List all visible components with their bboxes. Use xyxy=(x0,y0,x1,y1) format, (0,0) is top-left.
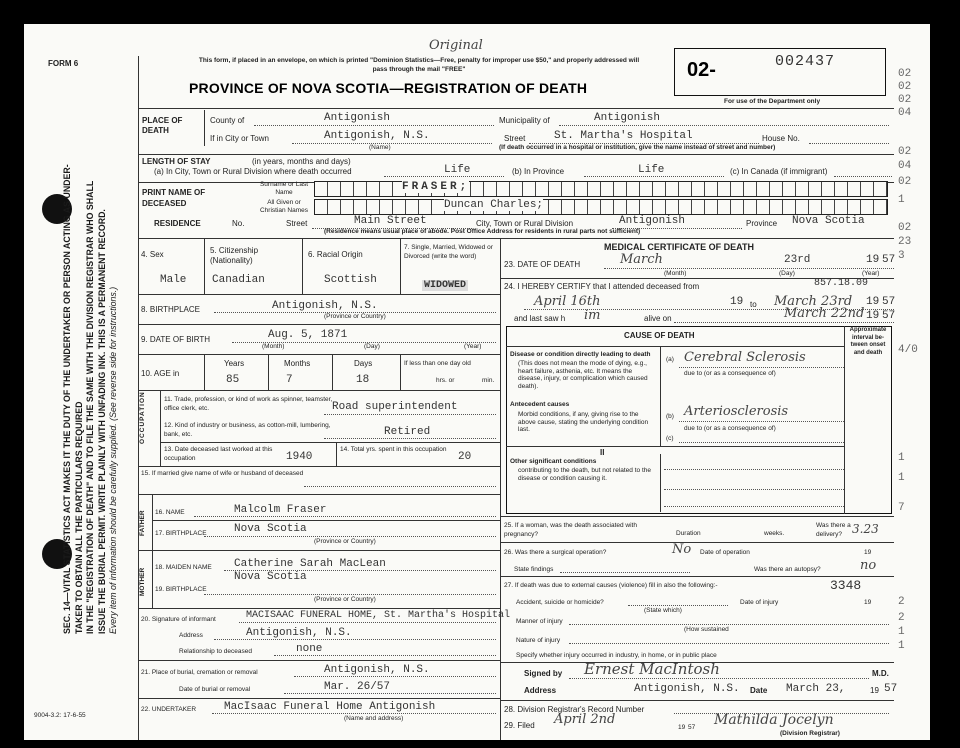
cause-title: CAUSE OF DEATH xyxy=(624,331,695,340)
last-worked-label: 13. Date deceased last worked at this occupation xyxy=(164,446,273,462)
cause-b-value: Arteriosclerosis xyxy=(684,404,789,419)
margin-code: 1 xyxy=(898,626,905,638)
attended-note: 857.18.09 xyxy=(814,278,869,289)
age-months-label: Months xyxy=(284,359,311,368)
operation-19: 19 xyxy=(864,549,872,556)
filed-label: 29. Filed xyxy=(504,721,535,730)
informant-address-label: Address xyxy=(179,632,203,639)
margin-code: 02 xyxy=(898,176,912,188)
death-month-value: March xyxy=(620,252,663,267)
other-conditions-note: contributing to the death, but not related to the disease or condition causing it. xyxy=(518,467,651,482)
side-instructions: SEC. 14—VITAL STATISTICS ACT MAKES IT THE DUTY OF THE UNDERTAKER OR PERSON ACTING AS UNDER- TAKER TO OBTAIN ALL THE PARTICULARS REQUIRED IN THE "REGISTRATION OF DEATH" AND TO FILE THE SAME WITH THE DIVISION REGISTRAR WHO SHALL ISSUE THE BURIAL PERMIT. WRITE PLAINLY WITH UNFADING INK. THIS IS A PERMANENT RECORD. Every item of information should be carefully supplied. (See reverse side for instructions.) xyxy=(62,164,118,634)
attended-to-year: 57 xyxy=(882,296,896,308)
nature-label: Nature of injury xyxy=(516,637,561,644)
racial-origin-value: Scottish xyxy=(324,274,377,286)
antecedent-note: Morbid conditions, if any, giving rise to the above cause, stating the underlying condition last. xyxy=(518,411,649,434)
birthplace-sub: (Province or Country) xyxy=(324,313,386,320)
death-year-value: 57 xyxy=(882,254,896,266)
attended-to-value: March 23rd xyxy=(774,294,853,309)
margin-code: 04 xyxy=(898,107,912,119)
md-label: M.D. xyxy=(872,669,889,678)
age-days-value: 18 xyxy=(356,374,370,386)
citizenship-value: Canadian xyxy=(212,274,265,286)
death-year-prefix: 19 xyxy=(866,254,880,266)
age-months-value: 7 xyxy=(286,374,293,386)
stay-city-value: Life xyxy=(444,164,471,176)
death-year-sub: (Year) xyxy=(862,270,880,277)
given-names-label: All Given or Christian Names xyxy=(259,199,309,214)
surname-value: FRASER; xyxy=(402,181,470,193)
given-names-value: Duncan Charles; xyxy=(444,199,544,211)
attended-label: 24. I HEREBY CERTIFY that I attended deceased from xyxy=(504,282,700,291)
autopsy-value: no xyxy=(860,558,877,573)
hospital-note: (If death occurred in a hospital or institution, give the name instead of street and number) xyxy=(499,144,776,151)
mother-side-label: MOTHER xyxy=(139,567,146,596)
sex-value: Male xyxy=(160,274,187,286)
medical-certificate-title: MEDICAL CERTIFICATE OF DEATH xyxy=(604,242,754,252)
residence-note: (Residence means usual place of abode. Post Office Address for residents in rural parts not sufficient) xyxy=(324,228,641,235)
last-saw-mark: im xyxy=(584,308,601,323)
part-ii-label: II xyxy=(600,448,605,457)
residence-label: RESIDENCE xyxy=(154,219,201,228)
mother-maiden-value: Catherine Sarah MacLean xyxy=(234,558,386,570)
municipality-label: Municipality of xyxy=(499,116,550,125)
cause-c-label: (c) xyxy=(666,435,674,442)
original-stamp: Original xyxy=(429,38,483,53)
form-title: PROVINCE OF NOVA SCOTIA—REGISTRATION OF DEATH xyxy=(189,80,588,96)
res-province-value: Nova Scotia xyxy=(792,215,865,227)
mother-birthplace-sub: (Province or Country) xyxy=(314,596,376,603)
spouse-label: 15. If married give name of wife or husband of deceased xyxy=(141,470,304,477)
burial-date-value: Mar. 26/57 xyxy=(324,681,391,693)
s1-label: PLACE OF DEATH xyxy=(142,116,183,135)
dept-use-label: For use of the Department only xyxy=(724,98,821,105)
date-of-death-label: 23. DATE OF DEATH xyxy=(504,260,581,269)
filed-value: April 2nd xyxy=(554,712,616,727)
racial-origin-label: 6. Racial Origin xyxy=(308,250,363,259)
county-label: County of xyxy=(210,116,245,125)
margin-code: 02 xyxy=(898,81,912,93)
alive-19: 19 xyxy=(866,310,880,322)
margin-code: 4/0 xyxy=(898,344,918,356)
informant-value: MACISAAC FUNERAL HOME, St. Martha's Hospital xyxy=(246,610,511,621)
alive-year: 57 xyxy=(882,310,896,322)
margin-code: 7 xyxy=(898,502,905,514)
operation-date-label: Date of operation xyxy=(700,549,750,556)
relationship-label: Relationship to deceased xyxy=(179,648,252,655)
interval-title: Approximate interval be- tween onset and death xyxy=(849,327,887,356)
manner-label: Manner of injury xyxy=(516,618,563,625)
res-city-label: City, Town or Rural Division xyxy=(476,219,574,228)
father-side-label: FATHER xyxy=(139,510,146,536)
filed-year: 57 xyxy=(688,724,696,731)
undertaker-label: 22. UNDERTAKER xyxy=(141,706,197,713)
death-day-value: 23rd xyxy=(784,254,811,266)
undertaker-value: MacIsaac Funeral Home Antigonish xyxy=(224,701,436,713)
injury-date-label: Date of injury xyxy=(740,599,779,606)
surgery-value: No xyxy=(672,542,692,557)
specify-label: Specify whether injury occurred in industry, in home, or in public place xyxy=(516,652,717,659)
burial-label: 21. Place of burial, cremation or removal xyxy=(141,669,258,676)
birthplace-value: Antigonish, N.S. xyxy=(272,300,378,312)
margin-code: 02 xyxy=(898,94,912,106)
trade-label: 11. Trade, profession, or kind of work as spinner, teamster, office clerk, etc. xyxy=(164,396,333,412)
death-month-sub: (Month) xyxy=(664,270,687,277)
weeks-label: weeks. xyxy=(764,530,785,537)
cert-date-year: 57 xyxy=(884,683,898,695)
surname-label: Surname or Last Name xyxy=(259,181,309,196)
surname-boxes xyxy=(314,181,888,197)
margin-code: 1 xyxy=(898,452,905,464)
state-which-label: (State which) xyxy=(644,607,682,614)
age-label: 10. AGE in xyxy=(141,369,180,378)
mother-maiden-label: 18. MAIDEN NAME xyxy=(155,564,212,571)
res-city-value: Antigonish xyxy=(619,215,686,227)
attended-from-19: 19 xyxy=(730,296,744,308)
city-label: If in City or Town xyxy=(210,134,269,143)
dob-day-sub: (Day) xyxy=(364,343,380,350)
age-years-value: 85 xyxy=(226,374,240,386)
margin-code: 2 xyxy=(898,612,905,624)
county-value: Antigonish xyxy=(324,112,391,124)
delivery-label: Was there a delivery? xyxy=(816,522,851,538)
filed-19: 19 xyxy=(678,724,686,731)
house-no-label: House No. xyxy=(762,134,800,143)
industry-value: Retired xyxy=(384,426,431,438)
mail-note: This form, if placed in an envelope, on which is printed "Dominion Statistics—Free, penalty for improper use $50," and properly addressed will pass through the mail "FREE" xyxy=(198,57,640,73)
record-number-label: 28. Division Registrar's Record Number xyxy=(504,705,645,714)
accident-label: Accident, suicide or homicide? xyxy=(516,599,604,606)
division-registrar-label: (Division Registrar) xyxy=(780,730,840,737)
reg-prefix: 02- xyxy=(687,59,716,81)
margin-code: 1 xyxy=(898,472,905,484)
cert-date-label: Date xyxy=(750,686,768,695)
age-years-label: Years xyxy=(224,359,245,368)
burial-date-label: Date of burial or removal xyxy=(179,686,251,693)
attended-to-19: 19 xyxy=(866,296,880,308)
margin-code: 1 xyxy=(898,194,905,206)
father-birthplace-value: Nova Scotia xyxy=(234,523,307,535)
marital-value: WIDOWED xyxy=(424,280,467,291)
lt-one-day-label: If less than one day old xyxy=(404,360,471,367)
father-birthplace-sub: (Province or Country) xyxy=(314,538,376,545)
s3-label: PRINT NAME OF DECEASED xyxy=(142,188,206,208)
industry-label: 12. Kind of industry or business, as cotton-mill, lumbering, bank, etc. xyxy=(164,422,331,438)
dob-value: Aug. 5, 1871 xyxy=(268,329,348,341)
cert-date-19: 19 xyxy=(870,686,879,695)
death-day-sub: (Day) xyxy=(779,270,795,277)
dob-year-sub: (Year) xyxy=(464,343,482,350)
cause-b-label: (b) xyxy=(666,413,674,420)
margin-code: 2 xyxy=(898,596,905,608)
other-conditions-label: Other significant conditions xyxy=(510,458,597,465)
birthplace-label: 8. BIRTHPLACE xyxy=(141,305,200,314)
father-name-value: Malcolm Fraser xyxy=(234,504,327,516)
cert-date-value: March 23, xyxy=(786,683,846,695)
reg-number: 002437 xyxy=(775,53,836,70)
duration-label: Duration xyxy=(676,530,701,537)
cause-a-label: (a) xyxy=(666,356,674,363)
due-to-b-label: due to (or as a consequence of) xyxy=(684,425,776,432)
min-label: min. xyxy=(482,377,495,384)
margin-code: 3 xyxy=(898,250,905,262)
last-worked-value: 1940 xyxy=(286,451,313,463)
hrs-label: hrs. or xyxy=(436,377,455,384)
total-years-label: 14. Total yrs. spent in this occupation xyxy=(340,446,447,453)
attended-from-value: April 16th xyxy=(534,294,601,309)
res-street-label: Street xyxy=(286,219,308,228)
trade-value: Road superintendent xyxy=(332,401,458,413)
doctor-address-label: Address xyxy=(524,686,557,695)
registration-number-box xyxy=(674,48,886,96)
given-names-boxes xyxy=(314,199,888,215)
direct-cause-note: (This does not mean the mode of dying, e.g., heart failure, asthenia, etc. It means the disease, injury, or complication which caused death). xyxy=(518,360,648,390)
attended-to-label: to xyxy=(750,300,757,309)
res-no-label: No. xyxy=(232,219,245,228)
margin-code: 02 xyxy=(898,68,912,80)
informant-address-value: Antigonish, N.S. xyxy=(246,627,352,639)
res-province-label: Province xyxy=(746,219,778,228)
state-findings-label: State findings xyxy=(514,566,554,573)
burial-value: Antigonish, N.S. xyxy=(324,664,430,676)
father-birthplace-label: 17. BIRTHPLACE xyxy=(155,530,207,537)
registrar-signature: Mathilda Jocelyn xyxy=(714,712,834,728)
antecedent-label: Antecedent causes xyxy=(510,401,570,408)
external-causes-label: 27. If death was due to external causes (violence) fill in also the following:- xyxy=(504,582,718,589)
margin-code: 02 xyxy=(898,222,912,234)
dob-month-sub: (Month) xyxy=(262,343,285,350)
municipality-value: Antigonish xyxy=(594,112,661,124)
age-days-label: Days xyxy=(354,359,373,368)
father-name-label: 16. NAME xyxy=(155,509,185,516)
mother-birthplace-value: Nova Scotia xyxy=(234,571,307,583)
doctor-address-value: Antigonish, N.S. xyxy=(634,683,740,695)
city-value: Antigonish, N.S. xyxy=(324,130,430,142)
form-number: FORM 6 xyxy=(48,59,79,68)
mother-birthplace-label: 19. BIRTHPLACE xyxy=(155,586,207,593)
death-registration-form xyxy=(24,24,930,740)
alive-on-value: March 22nd xyxy=(784,306,865,321)
informant-label: 20. Signature of informant xyxy=(141,616,216,623)
street-label: Street xyxy=(504,134,526,143)
pregnancy-label: 25. If a woman, was the death associated with pregnancy? xyxy=(504,522,637,538)
stay-province-value: Life xyxy=(638,164,665,176)
hospital-value: St. Martha's Hospital xyxy=(554,130,693,142)
surgery-label: 26. Was there a surgical operation? xyxy=(504,549,607,556)
external-code: 3348 xyxy=(830,578,862,593)
city-name-sub: (Name) xyxy=(369,144,391,151)
dob-label: 9. DATE OF BIRTH xyxy=(141,335,211,344)
s2-label: LENGTH OF STAY xyxy=(142,157,211,166)
margin-code: 02 xyxy=(898,146,912,158)
autopsy-label: Was there an autopsy? xyxy=(754,566,821,573)
relationship-value: none xyxy=(296,643,323,655)
margin-code: 23 xyxy=(898,236,912,248)
marital-label: 7. Single, Married, Widowed or Divorced (write the word) xyxy=(404,244,493,260)
alive-on-label: alive on xyxy=(644,314,672,323)
stay-canada-label: (c) In Canada (if immigrant) xyxy=(730,167,828,176)
signed-by-label: Signed by xyxy=(524,669,563,678)
stay-province-label: (b) In Province xyxy=(512,167,565,176)
margin-code: 04 xyxy=(898,160,912,172)
last-saw-label: and last saw h xyxy=(514,314,566,323)
margin-code: 1 xyxy=(898,640,905,652)
citizenship-label: 5. Citizenship (Nationality) xyxy=(210,246,259,265)
how-sustained-label: (How sustained xyxy=(684,626,729,633)
injury-19: 19 xyxy=(864,599,872,606)
cause-a-value: Cerebral Sclerosis xyxy=(684,350,806,365)
print-code: 9004-3.2: 17-6-55 xyxy=(34,712,86,719)
occupation-side-label: OCCUPATION xyxy=(139,391,146,444)
s2-hint: (in years, months and days) xyxy=(252,157,351,166)
undertaker-sub: (Name and address) xyxy=(344,715,404,722)
due-to-a-label: due to (or as a consequence of) xyxy=(684,370,776,377)
stay-city-label: (a) In City, Town or Rural Division where death occurred xyxy=(154,167,352,176)
sex-label: 4. Sex xyxy=(141,250,164,259)
total-years-value: 20 xyxy=(458,451,472,463)
res-street-value: Main Street xyxy=(354,215,427,227)
direct-cause-label: Disease or condition directly leading to death xyxy=(510,351,651,358)
doctor-signature: Ernest MacIntosh xyxy=(584,660,720,678)
delivery-mark: 3.23 xyxy=(852,522,879,536)
